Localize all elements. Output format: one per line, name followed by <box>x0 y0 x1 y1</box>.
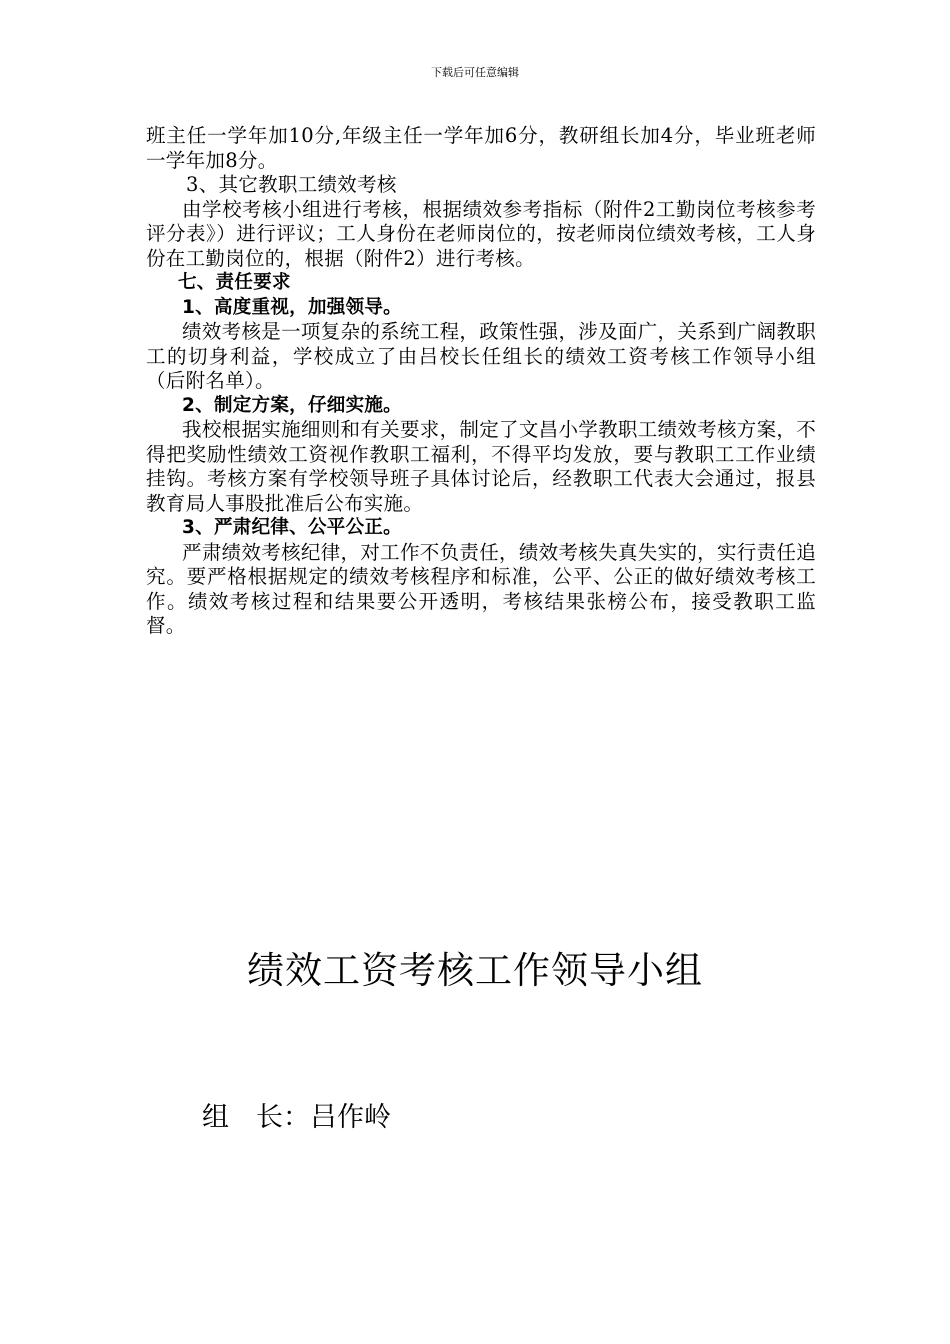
header-note: 下载后可任意编辑 <box>431 66 519 79</box>
heading-attach-importance: 1、高度重视，加强领导。 <box>182 296 402 318</box>
heading-responsibility-requirements: 七、责任要求 <box>178 272 291 293</box>
paragraph-attach-importance: 绩效考核是一项复杂的系统工程，政策性强，涉及面广，关系到广阔教职工的切身利益，学校成立了由吕校长任组长的绩效工资考核工作领导小组（后附名单）。 <box>146 320 816 392</box>
paragraph-strict-discipline: 严肃绩效考核纪律，对工作不负责任，绩效考核失真失实的，实行责任追究。要严格根据规定的绩效考核程序和标准，公平、公正的做好绩效考核工作。绩效考核过程和结果要公开透明，考核结果张榜公布，接受教职工监督。 <box>146 540 816 637</box>
heading-other-staff-assessment: 3、其它教职工绩效考核 <box>186 173 397 196</box>
paragraph-formulate-plan: 我校根据实施细则和有关要求，制定了文昌小学教职工绩效考核方案，不得把奖励性绩效工资视作教职工福利，不得平均发放，要与教职工工作业绩挂钩。考核方案有学校领导班子具体讨论后，经教职工代表大会通过，报县教育局人事股批准后公布实施。 <box>146 418 816 515</box>
document-body <box>146 124 816 639</box>
group-leader-row <box>202 1100 391 1136</box>
heading-formulate-plan: 2、制定方案，仔细实施。 <box>182 394 402 416</box>
group-leader-name: 吕作岭 <box>310 1102 391 1133</box>
leadership-group-title: 绩效工资考核工作领导小组 <box>247 949 703 992</box>
paragraph-other-staff-assessment: 由学校考核小组进行考核，根据绩效参考指标（附件2工勤岗位考核参考评分表》）进行评议；工人身份在老师岗位的，按老师岗位绩效考核，工人身份在工勤岗位的，根据（附件2）进行考核。 <box>146 197 816 270</box>
group-leader-role: 组 长： <box>202 1102 310 1133</box>
heading-strict-discipline: 3、严肃纪律、公平公正。 <box>182 517 402 538</box>
paragraph-class-teacher-bonus: 班主任一学年加10分,年级主任一学年加6分，教研组长加4分，毕业班老师一学年加8分。 <box>146 124 816 172</box>
